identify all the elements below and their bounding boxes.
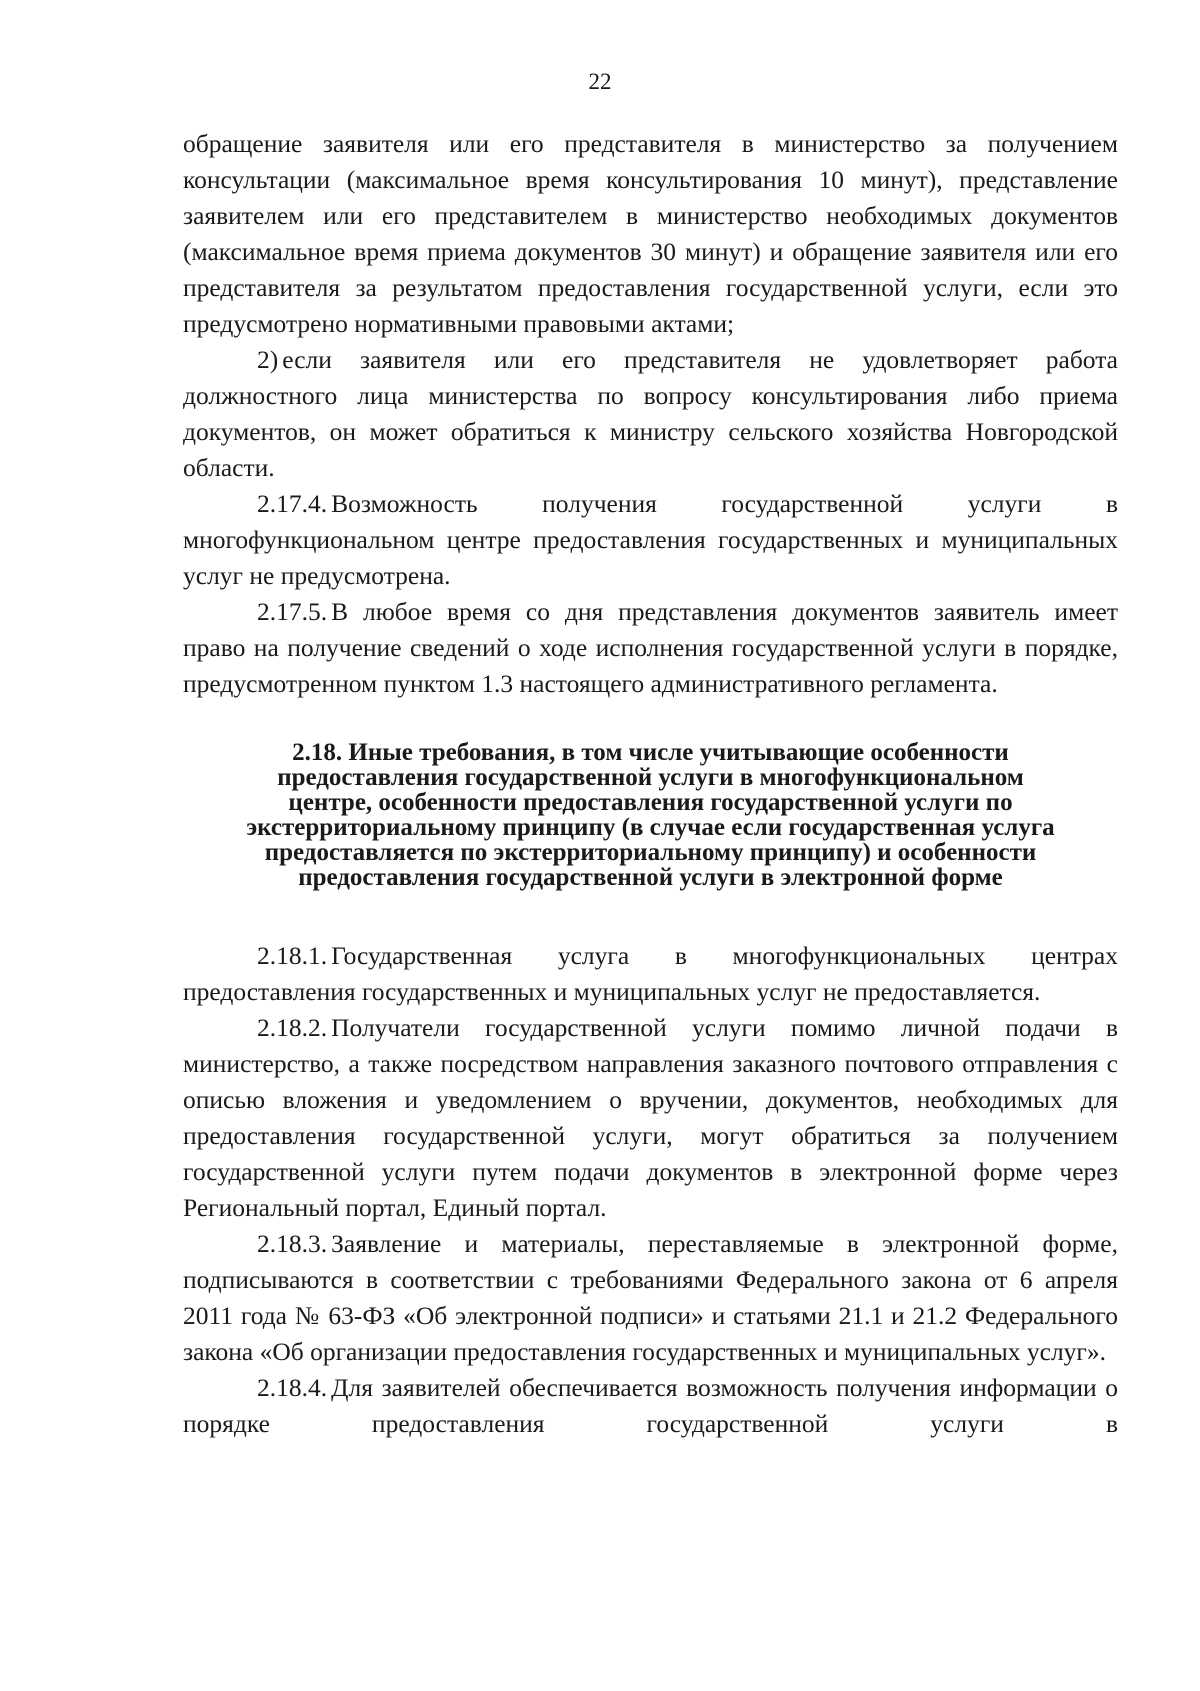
paragraph-text: Государственная услуга в многофункциональных центрах предоставления государственных и муниципальных услуг не предоставляется. xyxy=(183,941,1118,1006)
heading-line: экстерриториальному принципу (в случае если государственная услуга xyxy=(246,814,1055,841)
paragraph-number: 2.18.2. xyxy=(257,1013,328,1042)
paragraph-number: 2) xyxy=(257,345,279,374)
page-number: 22 xyxy=(588,69,612,94)
paragraph-number: 2.18.3. xyxy=(257,1229,328,1258)
paragraph-continuation xyxy=(183,126,1118,342)
paragraph-number: 2.18.1. xyxy=(257,941,328,970)
paragraph-item-2 xyxy=(183,342,1118,486)
paragraph-text: если заявителя или его представителя не удовлетворяет работа должностного лица министерства по вопросу консультирования либо приема документов, он может обратиться к министру сельского хозяйства Новгородской области. xyxy=(183,345,1118,482)
heading-line: 2.18. Иные требования, в том числе учитывающие особенности xyxy=(292,739,1009,766)
paragraph-text: Возможность получения государственной услуги в многофункциональном центре предоставления государственных и муниципальных услуг не предусмотрена. xyxy=(183,489,1118,590)
paragraph-number: 2.17.5. xyxy=(257,597,328,626)
document-body xyxy=(183,126,1118,1442)
paragraph-number: 2.18.4. xyxy=(257,1373,328,1402)
paragraph-text: В любое время со дня представления документов заявитель имеет право на получение сведений о ходе исполнения государственной услуги в порядке, предусмотренном пунктом 1.3 настоящего административного регламента. xyxy=(183,597,1118,698)
paragraph-2-18-3 xyxy=(183,1226,1118,1370)
heading-line: центре, особенности предоставления государственной услуги по xyxy=(288,789,1013,816)
heading-line: предоставляется по экстерриториальному принципу) и особенности xyxy=(264,839,1037,866)
paragraph-2-18-4 xyxy=(183,1370,1118,1442)
paragraph-2-18-1 xyxy=(183,938,1118,1010)
paragraph-2-17-5 xyxy=(183,594,1118,702)
paragraph-text: Получатели государственной услуги помимо личной подачи в министерство, а также посредством направления заказного почтового отправления с описью вложения и уведомлением о вручении, документов, необходимых для предоставления государственной услуги, могут обратиться за получением государственной услуги путем подачи документов в электронной форме через Региональный портал, Единый портал. xyxy=(183,1013,1118,1222)
section-heading-2-18 xyxy=(183,740,1118,890)
paragraph-number: 2.17.4. xyxy=(257,489,328,518)
paragraph-text: Заявление и материалы, переставляемые в электронной форме, подписываются в соответствии с требованиями Федерального закона от 6 апреля 2011 года № 63-ФЗ «Об электронной подписи» и статьями 21.1 и 21.2 Федерального закона «Об организации предоставления государственных и муниципальных услуг». xyxy=(183,1229,1118,1366)
paragraph-text: Для заявителей обеспечивается возможность получения информации о порядке предоставления государственной услуги в xyxy=(183,1373,1118,1438)
paragraph-2-18-2 xyxy=(183,1010,1118,1226)
heading-line: предоставления государственной услуги в многофункциональном xyxy=(277,764,1024,791)
heading-line: предоставления государственной услуги в электронной форме xyxy=(298,864,1003,891)
paragraph-2-17-4 xyxy=(183,486,1118,594)
paragraph-text: обращение заявителя или его представителя в министерство за получением консультации (максимальное время консультирования 10 минут), представление заявителем или его представителем в министерство необходимых документов (максимальное время приема документов 30 минут) и обращение заявителя или его представителя за результатом предоставления государственной услуги, если это предусмотрено нормативными правовыми актами; xyxy=(183,129,1118,338)
